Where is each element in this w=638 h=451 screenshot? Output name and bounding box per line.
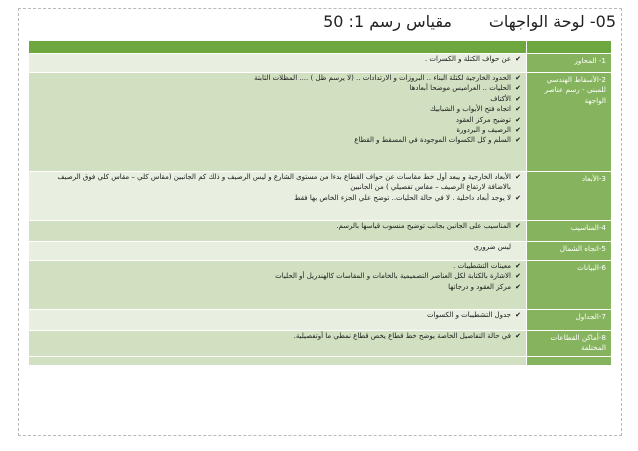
list-item: [32, 193, 523, 203]
empty-cell: [29, 356, 527, 365]
list-item-text: بالاضافة لارتفاع الرصيف – مقاس تفصيلي ) من الجانبين: [350, 183, 511, 192]
checkmark-icon: ✔: [515, 272, 521, 281]
list-item-text: الاشارة بالكتابة لكل العناصر التصميمية بالخامات و المقاسات كالهندريل أو الحليات: [275, 272, 511, 281]
checkmark-icon: ✔: [515, 94, 521, 103]
list-item: [32, 104, 523, 114]
table-row: [29, 73, 612, 172]
list-item-text: المناسيب على الجانبن بجانب توضيح منسوب قياسها بالرسم.: [336, 222, 511, 230]
list-item-text: توضيح مركز العقود: [455, 115, 511, 124]
table-row: [29, 242, 612, 261]
list-item: [32, 73, 523, 83]
row-content: [29, 310, 527, 331]
list-item-text: مركز العقود و درجاتها: [448, 282, 511, 291]
list-item-text: الحليات .. العراميس موضحا أبعادها: [409, 84, 511, 93]
list-item: [32, 261, 523, 271]
list-item-text: ليس ضروري: [473, 243, 511, 251]
checkmark-icon: ✔: [515, 282, 521, 291]
page-title: [36, 12, 616, 34]
requirements-table: [28, 40, 612, 366]
list-item: [32, 83, 523, 93]
list-item-text: الأبعاد الخارجية و يبعد أول خط مقاسات عن حواف القطاع بدءا من مستوى الشارع و ليس الرصيف و ذلك كم الجانبين (مقاس كلي – مقاس كلي فوق الرصيف: [57, 173, 511, 181]
list-item-text: الأكتاف: [490, 94, 511, 103]
list-item: [32, 94, 523, 104]
list-item: [32, 331, 523, 341]
list-item: [32, 54, 523, 64]
row-label: 5-اتجاه الشمال: [527, 242, 612, 261]
list-item-text: جدول التشطيبات و الكسوات: [427, 311, 511, 319]
list-item-text: الرصيف و البردورة: [456, 126, 511, 135]
checkmark-icon: ✔: [515, 105, 521, 114]
table-row: [29, 261, 612, 310]
checkmark-icon: ✔: [515, 115, 521, 124]
row-content: [29, 73, 527, 172]
row-label: 1- المحاور: [527, 54, 612, 73]
checkmark-icon: ✔: [515, 136, 521, 145]
checkmark-icon: ✔: [515, 332, 521, 340]
list-item: [32, 125, 523, 135]
checkmark-icon: ✔: [515, 55, 521, 63]
list-item-text: معينات التشطيبات .: [453, 262, 511, 270]
table-header-row: [29, 41, 612, 54]
list-item: [32, 135, 523, 145]
checkmark-icon: ✔: [515, 173, 521, 181]
list-item-text: اتجاه فتح الأبواب و الشبابيك: [429, 105, 511, 114]
list-item: [32, 282, 523, 292]
checkmark-icon: ✔: [515, 193, 521, 202]
list-item: [32, 115, 523, 125]
checkmark-icon: ✔: [515, 84, 521, 93]
row-content: [29, 261, 527, 310]
row-content: [29, 54, 527, 73]
list-item: [32, 242, 523, 252]
empty-row: [29, 356, 612, 365]
row-label: 4-المناسيب: [527, 221, 612, 242]
table-row: [29, 54, 612, 73]
checkmark-icon: ✔: [515, 311, 521, 319]
table-row: [29, 172, 612, 221]
table-row: [29, 310, 612, 331]
row-label: 8-أماكن القطاعات المختلفة: [527, 331, 612, 357]
list-item: [32, 172, 523, 182]
row-content: [29, 221, 527, 242]
row-content: [29, 172, 527, 221]
list-item-text: الحدود الخارجية لكتلة البناء .. البروزات و الارتدادات .. (لا يرسم ظل ) .... المظلات الثابتة: [254, 74, 511, 82]
scale-label: مقياس رسم 1: 50: [323, 12, 452, 31]
table-row: [29, 221, 612, 242]
header-cell-label: [527, 41, 612, 54]
row-content: [29, 331, 527, 357]
empty-cell: [527, 356, 612, 365]
list-item: [32, 221, 523, 231]
row-label: 2-الأسقاط الهندسي للمبنى - رسم عناصر الواجهة: [527, 73, 612, 172]
table-row: [29, 331, 612, 357]
list-item-text: لا يوجد أبعاد داخلية . لا في حالة الحليات.. توضح علي الجزء الخاص بها فقط: [294, 193, 511, 202]
checkmark-icon: ✔: [515, 262, 521, 270]
list-item: [32, 182, 523, 192]
row-label: 6-البيانات: [527, 261, 612, 310]
row-content: [29, 242, 527, 261]
checkmark-icon: ✔: [515, 126, 521, 135]
list-item-text: السلم و كل الكسوات الموجودة في المسقط و القطاع: [354, 136, 511, 145]
checkmark-icon: ✔: [515, 74, 521, 82]
list-item: [32, 271, 523, 281]
row-label: 3-الأبعاد: [527, 172, 612, 221]
checkmark-icon: ✔: [515, 222, 521, 230]
row-label: 7-الجداول: [527, 310, 612, 331]
list-item: [32, 310, 523, 320]
list-item-text: عن حواف الكتلة و الكسرات .: [424, 55, 511, 63]
header-cell-content: [29, 41, 527, 54]
sheet-title: 05- لوحة الواجهات: [488, 12, 616, 31]
list-item-text: في حالة التفاصيل الخاصة يوضح خط قطاع يخص قطاع نمطي ما أوتفصيلية.: [293, 332, 511, 340]
